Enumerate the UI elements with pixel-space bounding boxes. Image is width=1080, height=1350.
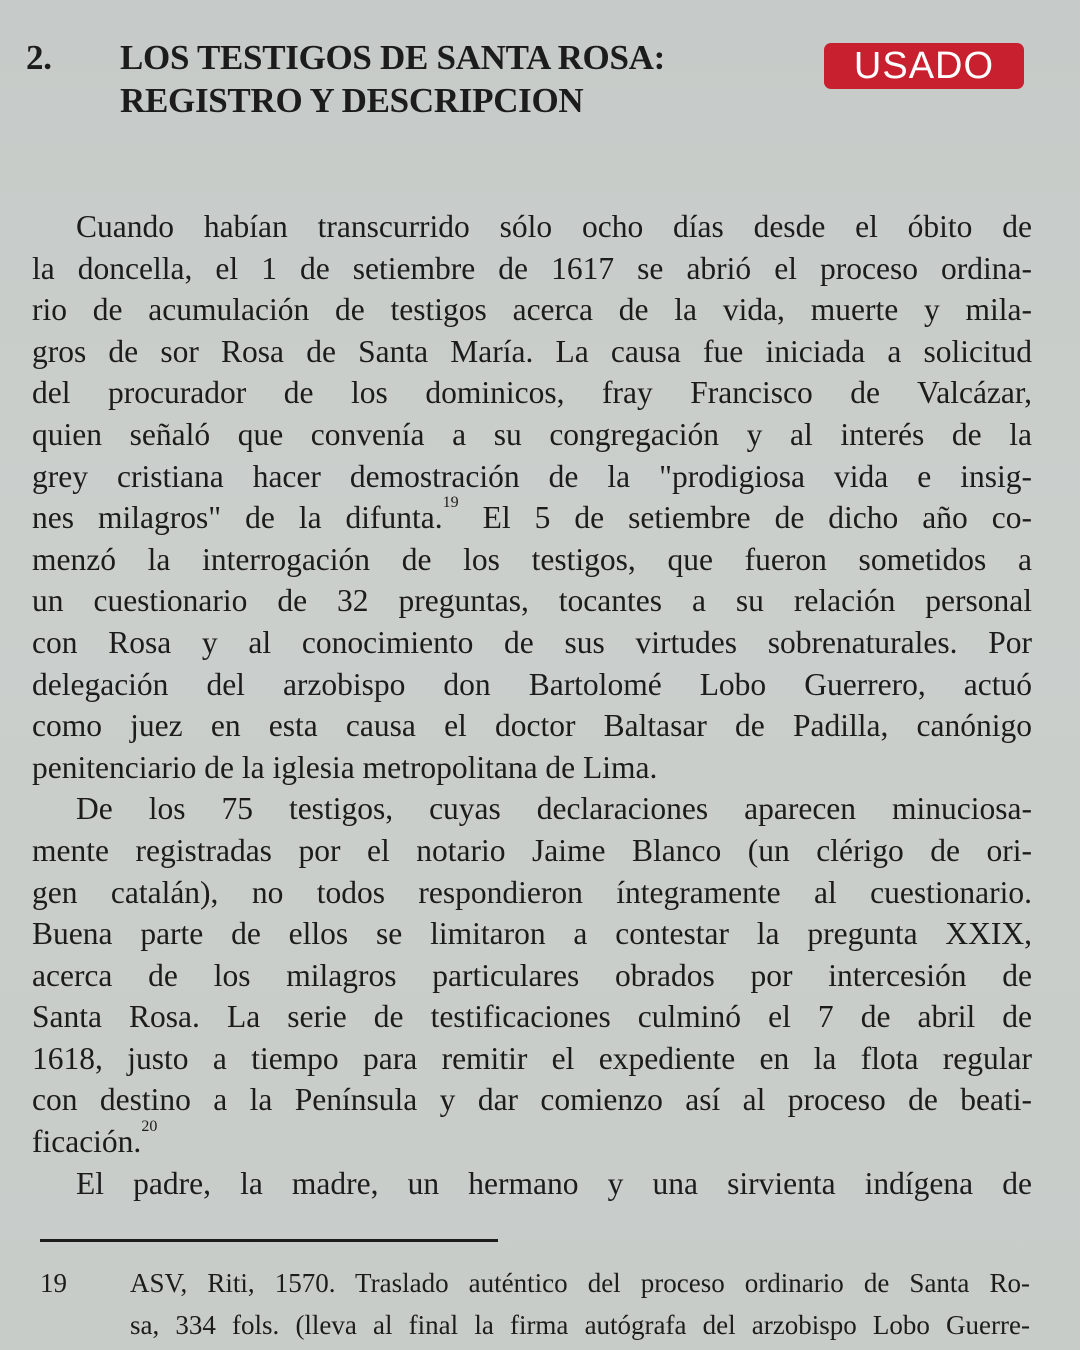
text-line: con Rosa y al conocimiento de sus virtudes sobrenaturales. Por [32, 624, 1032, 660]
text-line: con destino a la Península y dar comienzo así al proceso de beati- [32, 1082, 1032, 1118]
text-line: delegación del arzobispo don Bartolomé Lobo Guerrero, actuó [32, 666, 1032, 702]
heading-line-1: LOS TESTIGOS DE SANTA ROSA: [120, 38, 665, 77]
text-line: menzó la interrogación de los testigos, que fueron sometidos a [32, 541, 1032, 577]
text-line: nes milagros" de la difunta.$^{19}$ El 5 de setiembre de dicho año co- [32, 494, 1032, 536]
text-line: grey cristiana hacer demostración de la "prodigiosa vida e insig- [32, 458, 1032, 494]
text-line: gen catalán), no todos respondieron íntegramente al cuestionario. [32, 874, 1032, 910]
text-line: acerca de los milagros particulares obrados por intercesión de [32, 957, 1032, 993]
footnote-reference[interactable]: 19 [442, 494, 459, 512]
text-line: De los 75 testigos, cuyas declaraciones aparecen minuciosa- [76, 791, 1032, 827]
text-line: mente registradas por el notario Jaime Blanco (un clérigo de ori- [32, 832, 1032, 868]
text-line: gros de sor Rosa de Santa María. La causa fue iniciada a solicitud [32, 333, 1032, 369]
text-line: del procurador de los dominicos, fray Francisco de Valcázar, [32, 375, 1032, 411]
text-line: 1618, justo a tiempo para remitir el expediente en la flota regular [32, 1040, 1032, 1076]
text-line: quien señaló que convenía a su congregación y al interés de la [32, 416, 1032, 452]
text-line: un cuestionario de 32 preguntas, tocantes a su relación personal [32, 583, 1032, 619]
footnote-line: ASV, Riti, 1570. Traslado auténtico del proceso ordinario de Santa Ro- [130, 1268, 1030, 1298]
used-badge: USADO [824, 43, 1024, 89]
footnote-divider [40, 1239, 498, 1242]
text-line: como juez en esta causa el doctor Baltasar de Padilla, canónigo [32, 708, 1032, 744]
footnote [40, 1262, 1030, 1346]
text-line: Santa Rosa. La serie de testificaciones culminó el 7 de abril de [32, 999, 1032, 1035]
text-line: Buena parte de ellos se limitaron a contestar la pregunta XXIX, [32, 916, 1032, 952]
footnote-number: 19 [40, 1268, 67, 1298]
text-line: rio de acumulación de testigos acerca de la vida, muerte y mila- [32, 292, 1032, 328]
text-line: El padre, la madre, un hermano y una sirvienta indígena de [76, 1165, 1032, 1201]
body-text [32, 206, 1032, 1204]
section-number: 2. [26, 38, 52, 77]
text-line: ficación.$^{20}$ [32, 1118, 158, 1160]
heading-line-2: REGISTRO Y DESCRIPCION [120, 81, 584, 120]
text-line: Cuando habían transcurrido sólo ocho días desde el óbito de [76, 209, 1032, 244]
text-line: la doncella, el 1 de setiembre de 1617 se abrió el proceso ordina- [32, 250, 1032, 286]
text-line: penitenciario de la iglesia metropolitana de Lima. [32, 749, 658, 785]
footnote-reference[interactable]: 20 [141, 1118, 158, 1136]
footnote-line: sa, 334 fols. (lleva al final la firma autógrafa del arzobispo Lobo Guerre- [130, 1310, 1030, 1340]
